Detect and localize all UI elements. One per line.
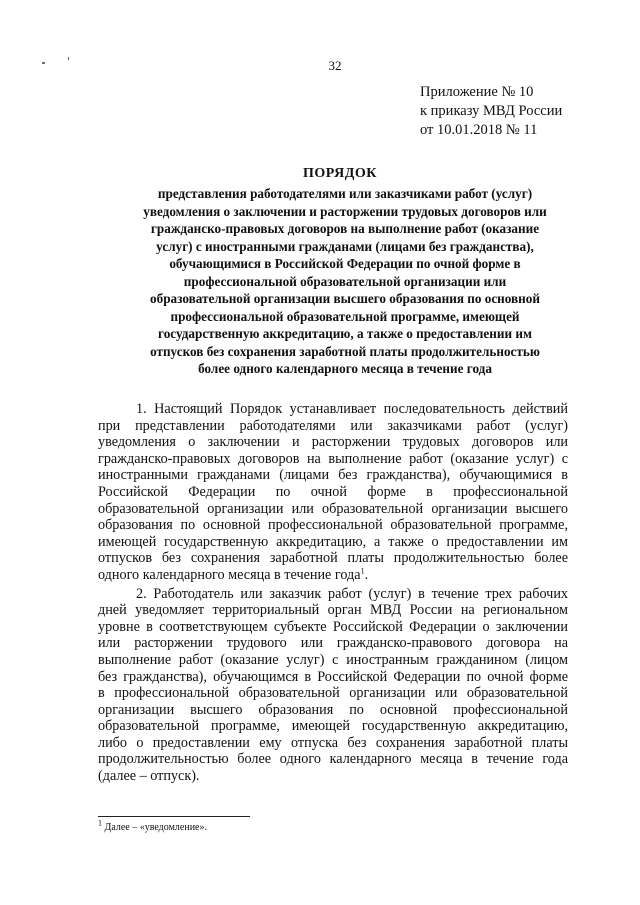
- paragraph-line: отпусков без сохранения заработной платы продолжительностью более: [98, 550, 568, 567]
- paragraph-line: (далее – отпуск).: [98, 768, 200, 785]
- paragraph-line: иностранными гражданами (лицами без гражданства), обучающимися в: [98, 467, 568, 484]
- footnote-divider: [98, 816, 250, 817]
- page-number: 32: [328, 58, 342, 73]
- paragraph-line: в профессиональной образовательной организации или образовательной: [98, 685, 568, 702]
- paragraph-line: организации высшего образования по основной профессиональной: [98, 701, 568, 718]
- paragraph-line: имеющей государственную аккредитацию, а также о предоставлении им: [98, 533, 568, 550]
- subtitle-line: более одного календарного месяца в течение года: [198, 361, 492, 376]
- paragraph-last-line: [98, 567, 568, 584]
- footnote: [98, 818, 207, 833]
- subtitle-line: отпусков без сохранения заработной платы продолжительностью: [150, 343, 540, 359]
- document-body: [98, 401, 568, 785]
- paragraph-line: или расторжении трудового или гражданско-правового договора на: [98, 635, 568, 652]
- subtitle-line: обучающимися в Российской Федерации по очной форме в: [169, 256, 521, 271]
- footnote-mark: 1: [98, 818, 102, 828]
- paragraph-2: [98, 586, 568, 785]
- footnote-reference: 1: [360, 566, 365, 576]
- paragraph-line: уведомления о заключении и расторжении трудовых договоров или: [98, 434, 568, 451]
- paragraph-line: продолжительностью более одного календарного месяца в течение года: [98, 751, 568, 768]
- paragraph-line-text: одного календарного месяца в течение года: [98, 566, 361, 583]
- subtitle-line: услуг) с иностранными гражданами (лицами без гражданства),: [156, 238, 534, 254]
- subtitle-line: профессиональной образовательной программе, имеющей: [170, 308, 520, 324]
- paragraph-line: выполнение работ (оказание услуг) с иностранным гражданином (лицом: [98, 651, 568, 668]
- subtitle-line: образовательной организации высшего образования по основной: [150, 291, 540, 306]
- subtitle-line: уведомления о заключении и расторжении трудовых договоров или: [143, 203, 547, 219]
- paragraph-line: образовательной организации или образовательной организации высшего: [98, 500, 568, 517]
- appendix-line-2: к приказу МВД России: [420, 103, 563, 119]
- paragraph-line: гражданско-правовых договоров на выполнение работ (оказание услуг) с: [98, 450, 568, 467]
- paragraph-line: уровне в соответствующем субъекте Российской Федерации о заключении: [98, 618, 568, 635]
- paragraph-line: образования по основной профессиональной образовательной программе,: [98, 517, 568, 534]
- footnote-text: Далее – «уведомление».: [102, 822, 207, 833]
- paragraph-line: при представлении работодателями или заказчиками работ (услуг): [98, 417, 568, 434]
- document-subtitle: [105, 185, 585, 378]
- subtitle-line: представления работодателями или заказчиками работ (услуг): [157, 186, 533, 201]
- appendix-line-3: от 10.01.2018 № 11: [420, 122, 538, 138]
- document-title: ПОРЯДОК: [303, 166, 377, 181]
- paragraph-line: 2. Работодатель или заказчик работ (услуг) в течение трех рабочих: [136, 585, 568, 602]
- paragraph-line: дней уведомляет территориальный орган МВД России на региональном: [98, 602, 568, 619]
- subtitle-line: профессиональной образовательной организации или: [183, 273, 507, 289]
- paragraph-line: либо о предоставлении ему отпуска без сохранения заработной платы: [98, 734, 568, 751]
- paragraph-line: образовательной программе, имеющей государственную аккредитацию,: [98, 718, 568, 735]
- paragraph-line: 1. Настоящий Порядок устанавливает последовательность действий: [136, 401, 568, 417]
- paragraph-end-mark: .: [364, 566, 369, 583]
- paragraph-line: без гражданства), обучающимся в Российской Федерации по очной форме: [98, 668, 568, 685]
- appendix-header: [420, 83, 620, 140]
- paragraph-1: [98, 401, 568, 584]
- paragraph-line: Российской Федерации по очной форме в профессиональной: [98, 483, 568, 500]
- subtitle-line: гражданско-правовых договоров на выполнение работ (оказание: [150, 221, 540, 236]
- subtitle-line: государственную аккредитацию, а также о предоставлении им: [158, 326, 532, 341]
- appendix-line-1: Приложение № 10: [420, 84, 534, 100]
